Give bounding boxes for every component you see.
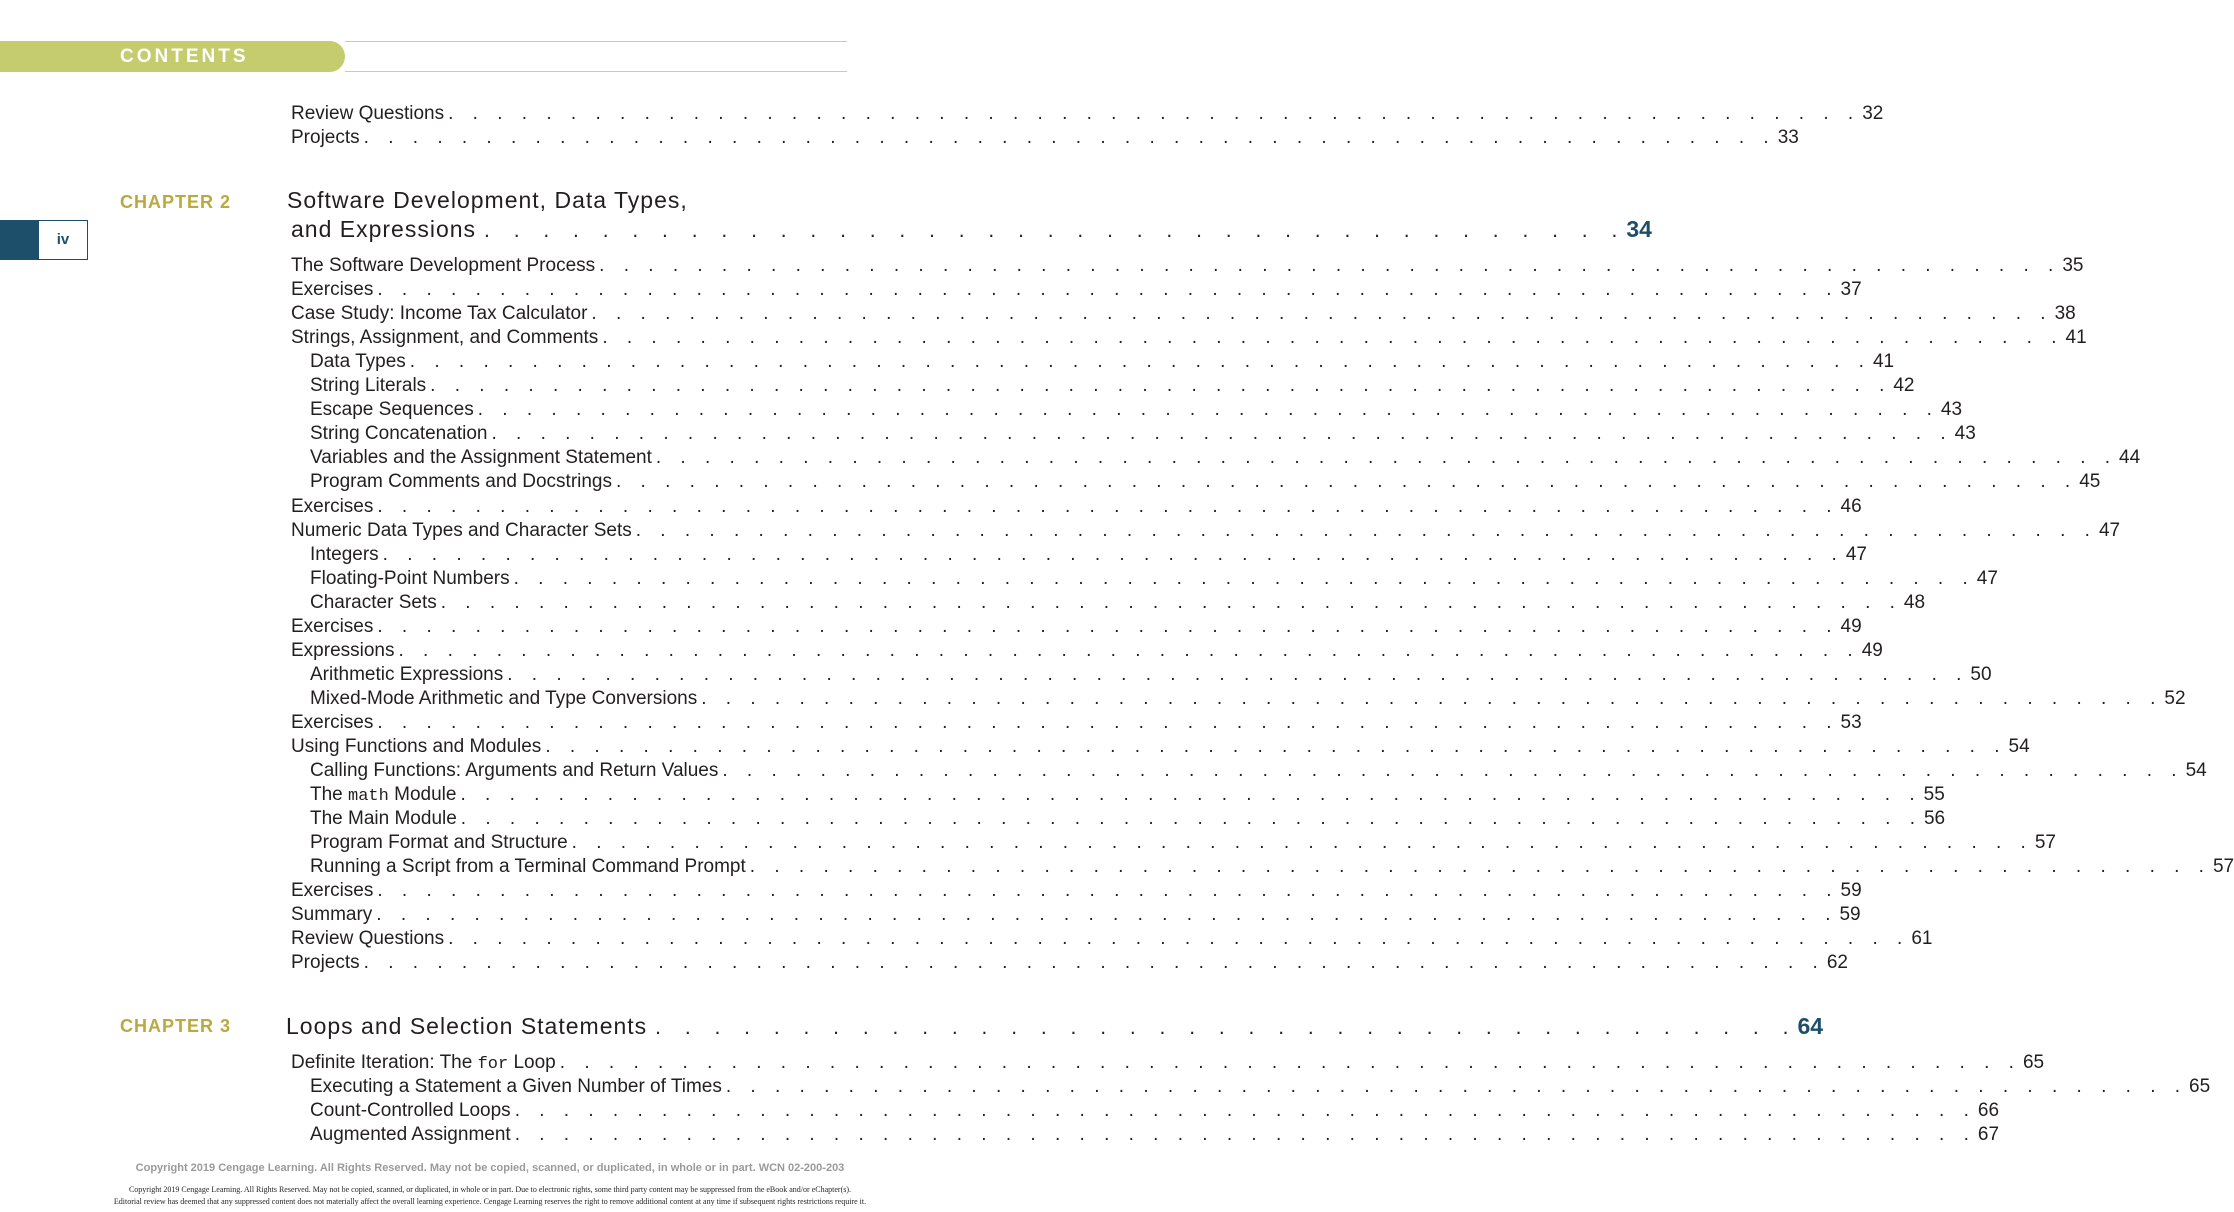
toc-entry-page: 52 [2164, 687, 2186, 709]
chapter-title-line1: Software Development, Data Types, [287, 187, 688, 213]
toc-entry[interactable] [310, 807, 1946, 831]
toc-entry-title-text: Definite Iteration: The [291, 1052, 473, 1073]
toc-entry[interactable] [310, 591, 1926, 615]
dot-leader: . . . . . . . . . . . . . . . . . . . . . . . . . . . . . . . . . . . . . . . . . . . . . . . . . . . . . . . . . . . . [377, 615, 1839, 637]
page-title: CONTENTS [120, 46, 249, 67]
dot-leader: . . . . . . . . . . . . . . . . . . . . . . . . . . . . . . . . . . . . . . . . . . . . . . . . . . . . . . . . . . . . [616, 471, 2078, 493]
toc-entry[interactable] [310, 470, 2101, 494]
dot-leader: . . . . . . . . . . . . . . . . . . . . . . . . . . . . . . . . . . . . . . . . . . . . . . . . . . . . . . . . . . . . [514, 1124, 1976, 1145]
toc-entry-title-text: Module [394, 784, 457, 806]
dot-leader: . . . . . . . . . . . . . . . . . . . . . . . . . . . . . . . . . . . . . . . . . . . . . . . . . . . . . . . . . . . . [602, 327, 2064, 349]
toc-entry-title: Case Study: Income Tax Calculator [291, 303, 588, 325]
toc-entry-title: Integers [310, 543, 379, 565]
toc-entry-page: 57 [2212, 856, 2234, 878]
dot-leader: . . . . . . . . . . . . . . . . . . . . . . . . . . . . . . . . . . . . . . . [484, 219, 1627, 242]
toc-entry-page: 59 [1840, 880, 1862, 902]
toc-entry-title: Projects [291, 127, 360, 148]
toc-entry[interactable] [310, 350, 1895, 374]
toc-entry-title: Variables and the Assignment Statement [310, 447, 652, 469]
toc-entry-title: Escape Sequences [310, 399, 474, 421]
toc-entry-page: 47 [2098, 519, 2121, 541]
dot-leader: . . . . . . . . . . . . . . . . . . . . . . . . . . . . . . . . . . . . . . . . . . . . . . . . . . . . . . . . . . . . [545, 736, 2007, 757]
toc-entry-title: Review Questions [291, 928, 445, 950]
toc-entry-page: 53 [1840, 711, 1862, 733]
toc-entry-title: String Concatenation [310, 423, 488, 445]
toc-entry-page: 49 [1861, 639, 1883, 661]
dot-leader: . . . . . . . . . . . . . . . . . . . . . . . . . . . . . . . . . . . . . . . . . . . . . . . . . . . . . . . . . . [448, 103, 1861, 124]
toc-entry[interactable] [291, 639, 1883, 663]
dot-leader: . . . . . . . . . . . . . . . . . . . . . . . . . . . . . . . . . . . . . . . . . . . . . . . . . . . . . . . . . . . . [382, 543, 1844, 565]
toc-entry-page: 47 [1845, 543, 1867, 565]
toc-entry[interactable] [291, 879, 1862, 903]
toc-entry-title: Strings, Assignment, and Comments [291, 327, 599, 349]
dot-leader: . . . . . . . . . . . . . . . . . . . . . . . . . . . . . . . . . . . . . . . . . . . . . . . . . . . . . . . . . . . . [377, 880, 1839, 902]
toc-entry[interactable] [310, 663, 1992, 687]
toc-entry[interactable] [310, 783, 1945, 807]
dot-leader: . . . . . . . . . . . . . . . . . . . . . . . . . . . . . . . . . . . . . . . . . . . . . . . . . . . . . . . . . . . . [491, 423, 1953, 445]
dot-leader: . . . . . . . . . . . . . . . . . . . . . . . . . . . . . . . . . . . . . . . . . . . . . . . . . . . . . . . . . . . . [571, 832, 2033, 854]
dot-leader: . . . . . . . . . . . . . . . . . . . . . . . . . . . . . . . . . . . . . . . . . . . . . . . . . . . . . . . . . . . . [655, 447, 2118, 469]
toc-entry[interactable] [310, 831, 2056, 855]
dot-leader: . . . . . . . . . . . . . . . . . . . . . . . . . . . . . . . . . . . . . . . . . . . . . . . . . . . . . . . . . . . . [591, 303, 2053, 325]
dot-leader: . . . . . . . . . . . . . . . . . . . . . . . . . . . . . . . . . . . . . . . . . . . . . . . . . . . . . . . . . . . . [722, 760, 2184, 782]
toc-entry-page: 50 [1970, 663, 1992, 685]
toc-entry-page: 46 [1840, 495, 1862, 517]
toc-entry-title: Character Sets [310, 591, 437, 613]
page-number: iv [38, 220, 88, 260]
toc-entry[interactable] [291, 102, 1884, 126]
dot-leader: . . . . . . . . . . . . . . . . . . . . . . . . . . . . . . . . . . . . . . . . . . . . . . . . . . . . . . . . . . . . [377, 495, 1839, 517]
copyright-fine-print-2: Editorial review has deemed that any suppressed content does not materially affect the overall learning experience. Cengage Learning reserves the right to remove additional content at any time if subsequent rights restrictions require it. [113, 1197, 867, 1206]
toc-entry-title: Exercises [291, 880, 374, 902]
dot-leader: . . . . . . . . . . . . . . . . . . . . . . . . . . . . . . . . . . . . . . . . . . . . . . . . . . . . . . . . . . . . [725, 1076, 2188, 1097]
toc-entry-page: 32 [1862, 103, 1884, 124]
toc-entry[interactable] [310, 374, 1915, 398]
toc-entry-title [291, 1051, 556, 1077]
toc-entry[interactable] [291, 951, 1848, 975]
toc-entry-page: 54 [2185, 760, 2207, 782]
toc-entry-page: 65 [2022, 1052, 2045, 1073]
toc-entry[interactable] [310, 1123, 2000, 1147]
chapter-label: CHAPTER 3 [120, 1016, 232, 1036]
toc-entry-title: Arithmetic Expressions [310, 663, 504, 685]
toc-entry[interactable] [291, 326, 2087, 350]
toc-entry[interactable] [310, 1099, 2000, 1123]
dot-leader: . . . . . . . . . . . . . . . . . . . . . . . . . . . . . . . . . . . . . . . . . . . . . . . . . . . . . . . . . . . . [701, 687, 2163, 709]
toc-entry[interactable] [310, 759, 2207, 783]
toc-entry-page: 42 [1893, 375, 1915, 397]
toc-entry-title: Exercises [291, 495, 374, 517]
toc-entry-title: Exercises [291, 279, 374, 301]
toc-entry-page: 66 [1977, 1100, 2000, 1121]
toc-entry-page: 33 [1777, 127, 1799, 148]
toc-entry-title: Mixed-Mode Arithmetic and Type Conversions [310, 687, 698, 709]
toc-entry-title: Using Functions and Modules [291, 736, 542, 757]
toc-entry-title: Numeric Data Types and Character Sets [291, 519, 632, 541]
toc-entry-page: 54 [2008, 736, 2030, 757]
toc-entry[interactable] [310, 567, 1998, 591]
header-rule-top [345, 41, 847, 42]
toc-entry-page: 37 [1840, 279, 1862, 301]
dot-leader: . . . . . . . . . . . . . . . . . . . . . . . . . . . . . . . . . . . . . . . . . . . . . . . . . . . . . . . . . . . . [514, 1100, 1976, 1121]
toc-entry[interactable] [291, 519, 2121, 543]
toc-entry-title: Program Format and Structure [310, 832, 568, 854]
toc-entry[interactable] [310, 398, 1963, 422]
toc-entry-title: Exercises [291, 615, 374, 637]
toc-entry[interactable] [310, 422, 1976, 446]
toc-entry-page: 41 [2065, 327, 2087, 349]
copyright-notice: Copyright 2019 Cengage Learning. All Rights Reserved. May not be copied, scanned, or duplicated, in whole or in part. WCN 02-200-203 [135, 1162, 845, 1174]
toc-entry[interactable] [310, 1075, 2211, 1099]
toc-entry-title: Floating-Point Numbers [310, 567, 510, 589]
toc-entry[interactable] [291, 927, 1933, 951]
toc-entry[interactable] [291, 711, 1862, 735]
toc-entry[interactable] [310, 855, 2234, 879]
dot-leader: . . . . . . . . . . . . . . . . . . . . . . . . . . . . . . . . . . . . . . . . . . . . . . . . . . . . . . . . . . . . [448, 928, 1910, 950]
toc-entry-title: Calling Functions: Arguments and Return Values [310, 760, 719, 782]
toc-entry-page: 35 [2062, 255, 2084, 276]
toc-entry-page: 67 [1977, 1124, 2000, 1145]
toc-entry-title-text: Loop [513, 1052, 556, 1073]
toc-entry-page: 38 [2054, 303, 2076, 325]
toc-entry-page: 55 [1923, 784, 1945, 806]
dot-leader: . . . . . . . . . . . . . . . . . . . . . . . . . . . . . . . . . . . . . . . . . . . . . . . . . . . . . . . . . . . . [398, 639, 1860, 661]
toc-entry-title: Expressions [291, 639, 395, 661]
dot-leader: . . . . . . . . . . . . . . . . . . . . . . . . . . . . . . . . . . . . . . . . . . . . . . . . . . . . . . . . . . . . [377, 279, 1839, 301]
toc-entry-title: Review Questions [291, 103, 445, 124]
dot-leader: . . . . . . . . . . . . . . . . . . . . . . . . . . . . . . . . . . . . . . . . . . . . . . . . . . . . . . . . . . . . [377, 711, 1839, 733]
toc-entry-page: 43 [1954, 423, 1976, 445]
chapter-page: 34 [1626, 216, 1652, 242]
toc-entry-page: 61 [1911, 928, 1933, 950]
toc-entry[interactable] [291, 495, 1862, 519]
dot-leader: . . . . . . . . . . . . . . . . . . . . . . . . . . . . . . . . . . . . . . . . . . . . . . . . . . . . . . . . . . . . [513, 567, 1975, 589]
toc-entry-page: 56 [1923, 808, 1946, 830]
toc-entry[interactable] [291, 254, 2084, 278]
toc-entry[interactable] [310, 687, 2186, 711]
chapter-title-line2: and Expressions [291, 216, 477, 242]
toc-entry-title-code: math [348, 787, 389, 807]
dot-leader: . . . . . . . . . . . . . . . . . . . . . . . . . . . . . . . . . . . . . . . . . . . . . . . . . . . . . . . . . . . . [409, 351, 1871, 373]
toc-entry-title: Exercises [291, 711, 374, 733]
toc-entry-title: Running a Script from a Terminal Command Prompt [310, 856, 746, 878]
header-rule-bottom [345, 71, 847, 72]
toc-entry-title: Program Comments and Docstrings [310, 471, 612, 493]
toc-entry-page: 59 [1839, 904, 1861, 926]
chapter-title-entry[interactable] [286, 1011, 1824, 1041]
dot-leader: . . . . . . . . . . . . . . . . . . . . . . . . . . . . . . . . . . . . . . . [655, 1016, 1798, 1039]
toc-entry-page: 41 [1872, 351, 1895, 373]
toc-entry-title: Summary [291, 904, 373, 926]
toc-entry-page: 43 [1940, 399, 1963, 421]
toc-entry-title-text: The [310, 784, 343, 806]
toc-entry[interactable] [291, 735, 2030, 759]
chapter-title: Loops and Selection Statements [286, 1013, 648, 1039]
toc-entry-title: Executing a Statement a Given Number of Times [310, 1076, 722, 1097]
toc-entry-page: 57 [2034, 832, 2056, 854]
toc-entry[interactable] [291, 126, 1799, 150]
toc-entry[interactable] [291, 302, 2076, 326]
toc-entry-title: Data Types [310, 351, 406, 373]
toc-entry-page: 49 [1840, 615, 1862, 637]
toc-entry-page: 44 [2119, 447, 2141, 469]
dot-leader: . . . . . . . . . . . . . . . . . . . . . . . . . . . . . . . . . . . . . . . . . . . . . . . . . . . . . . . . . . [363, 127, 1776, 148]
toc-entry-title-code: for [477, 1055, 509, 1074]
dot-leader: . . . . . . . . . . . . . . . . . . . . . . . . . . . . . . . . . . . . . . . . . . . . . . . . . . . . . . . . . . . . [507, 663, 1969, 685]
toc-entry-page: 65 [2189, 1076, 2211, 1097]
toc-entry-page: 47 [1976, 567, 1998, 589]
toc-entry[interactable] [310, 446, 2141, 470]
dot-leader: . . . . . . . . . . . . . . . . . . . . . . . . . . . . . . . . . . . . . . . . . . . . . . . . . . . . . . . . . . . . [749, 856, 2211, 878]
toc-entry[interactable] [291, 278, 1862, 302]
toc-entry-title: The Software Development Process [291, 255, 596, 276]
toc-entry-page: 45 [2079, 471, 2101, 493]
toc-entry-title: String Literals [310, 375, 427, 397]
toc-entry-title: Count-Controlled Loops [310, 1100, 511, 1121]
dot-leader: . . . . . . . . . . . . . . . . . . . . . . . . . . . . . . . . . . . . . . . . . . . . . . . . . . . . . . . . . . . . [363, 952, 1825, 974]
chapter-page: 64 [1797, 1013, 1824, 1039]
toc-entry-title: Augmented Assignment [310, 1124, 511, 1145]
dot-leader: . . . . . . . . . . . . . . . . . . . . . . . . . . . . . . . . . . . . . . . . . . . . . . . . . . . . . . . . . . . . [559, 1052, 2021, 1073]
toc-entry-page: 48 [1903, 591, 1926, 613]
dot-leader: . . . . . . . . . . . . . . . . . . . . . . . . . . . . . . . . . . . . . . . . . . . . . . . . . . . . . . . . . . . . [599, 255, 2061, 276]
toc-entry[interactable] [310, 543, 1867, 567]
dot-leader: . . . . . . . . . . . . . . . . . . . . . . . . . . . . . . . . . . . . . . . . . . . . . . . . . . . . . . . . . . . . [635, 519, 2097, 541]
dot-leader: . . . . . . . . . . . . . . . . . . . . . . . . . . . . . . . . . . . . . . . . . . . . . . . . . . . . . . . . . . . . [440, 591, 1902, 613]
page-tab-marker [0, 220, 38, 260]
toc-entry-title [310, 783, 456, 809]
toc-entry[interactable] [291, 615, 1862, 639]
dot-leader: . . . . . . . . . . . . . . . . . . . . . . . . . . . . . . . . . . . . . . . . . . . . . . . . . . . . . . . . . . . . [460, 808, 1922, 830]
copyright-fine-print-1: Copyright 2019 Cengage Learning. All Rights Reserved. May not be copied, scanned, or duplicated, in whole or in part. Due to electronic rights, some third party content may be suppressed from the eBook and/or eChapter(s). [128, 1185, 852, 1194]
chapter-title-entry[interactable] [291, 214, 1652, 244]
toc-entry-title: The Main Module [310, 808, 457, 830]
dot-leader: . . . . . . . . . . . . . . . . . . . . . . . . . . . . . . . . . . . . . . . . . . . . . . . . . . . . . . . . . . . . [460, 784, 1922, 806]
dot-leader: . . . . . . . . . . . . . . . . . . . . . . . . . . . . . . . . . . . . . . . . . . . . . . . . . . . . . . . . . . . . [376, 904, 1838, 926]
dot-leader: . . . . . . . . . . . . . . . . . . . . . . . . . . . . . . . . . . . . . . . . . . . . . . . . . . . . . . . . . . . . [430, 375, 1892, 397]
dot-leader: . . . . . . . . . . . . . . . . . . . . . . . . . . . . . . . . . . . . . . . . . . . . . . . . . . . . . . . . . . . . [477, 399, 1939, 421]
toc-entry-page: 62 [1826, 952, 1848, 974]
chapter-label: CHAPTER 2 [120, 192, 232, 212]
toc-entry[interactable] [291, 1051, 2045, 1075]
toc-entry-title: Projects [291, 952, 360, 974]
toc-entry[interactable] [291, 903, 1861, 927]
